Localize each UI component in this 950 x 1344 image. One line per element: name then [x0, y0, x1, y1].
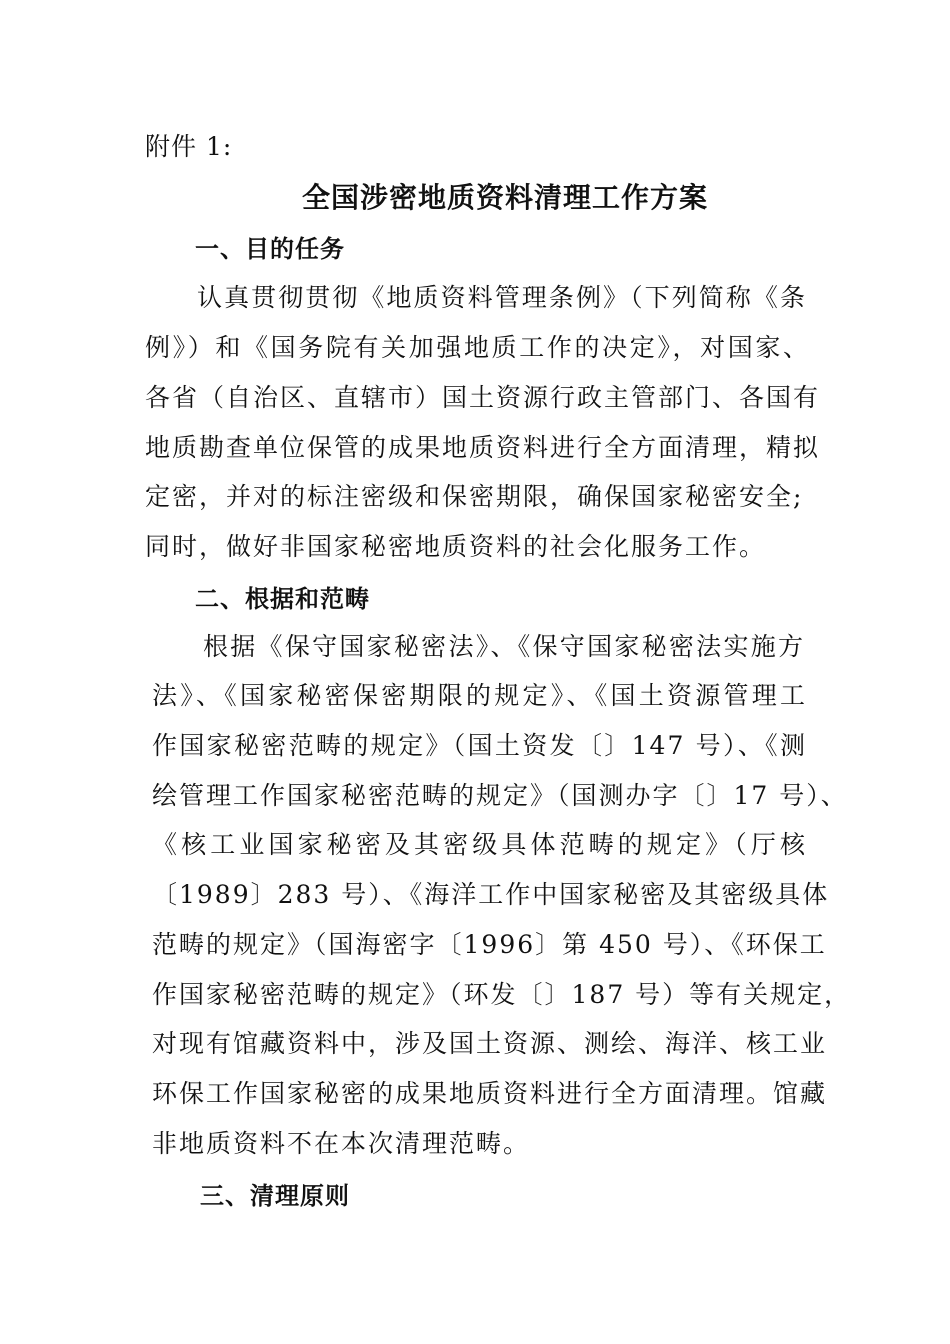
document-title: 全国涉密地质资料清理工作方案	[301, 181, 708, 214]
paragraph-line: 《核工业国家秘密及其密级具体范畴的规定》（厅核	[152, 830, 807, 859]
paragraph-line: 同时，做好非国家秘密地质资料的社会化服务工作。	[145, 532, 767, 561]
paragraph-line: 〔1989〕283 号）、《海洋工作中国家秘密及其密级具体	[152, 880, 830, 909]
paragraph-line: 作国家秘密范畴的规定》（国土资发〔〕147 号）、《测	[152, 731, 807, 760]
section-heading-purpose: 一、目的任务	[195, 235, 345, 263]
paragraph-line: 根据《保守国家秘密法》、《保守国家秘密法实施方	[203, 632, 805, 661]
attachment-label: 附件 1:	[145, 132, 233, 161]
paragraph-line: 法》、《国家秘密保密期限的规定》、《国土资源管理工	[152, 681, 807, 710]
paragraph-line: 认真贯彻贯彻《地质资料管理条例》（下列简称《条	[197, 283, 807, 312]
paragraph-line: 非地质资料不在本次清理范畴。	[152, 1129, 531, 1158]
paragraph-line: 地质勘查单位保管的成果地质资料进行全方面清理，精拟	[145, 433, 821, 462]
paragraph-line: 例》）和《国务院有关加强地质工作的决定》，对国家、	[145, 333, 810, 362]
paragraph-line: 范畴的规定》（国海密字〔1996〕第 450 号）、《环保工	[152, 930, 827, 959]
paragraph-line: 对现有馆藏资料中，涉及国土资源、测绘、海洋、核工业	[152, 1029, 828, 1058]
section-heading-basis-scope: 二、根据和范畴	[195, 585, 370, 613]
section-heading-principles: 三、清理原则	[200, 1182, 350, 1210]
paragraph-line: 环保工作国家秘密的成果地质资料进行全方面清理。馆藏	[152, 1079, 828, 1108]
paragraph-line: 绘管理工作国家秘密范畴的规定》（国测办字〔〕17 号）、	[152, 781, 848, 810]
paragraph-line: 定密，并对的标注密级和保密期限，确保国家秘密安全;	[145, 482, 804, 511]
paragraph-line: 各省（自治区、直辖市）国土资源行政主管部门、各国有	[145, 383, 821, 412]
paragraph-line: 作国家秘密范畴的规定》（环发〔〕187 号）等有关规定，	[152, 980, 852, 1009]
